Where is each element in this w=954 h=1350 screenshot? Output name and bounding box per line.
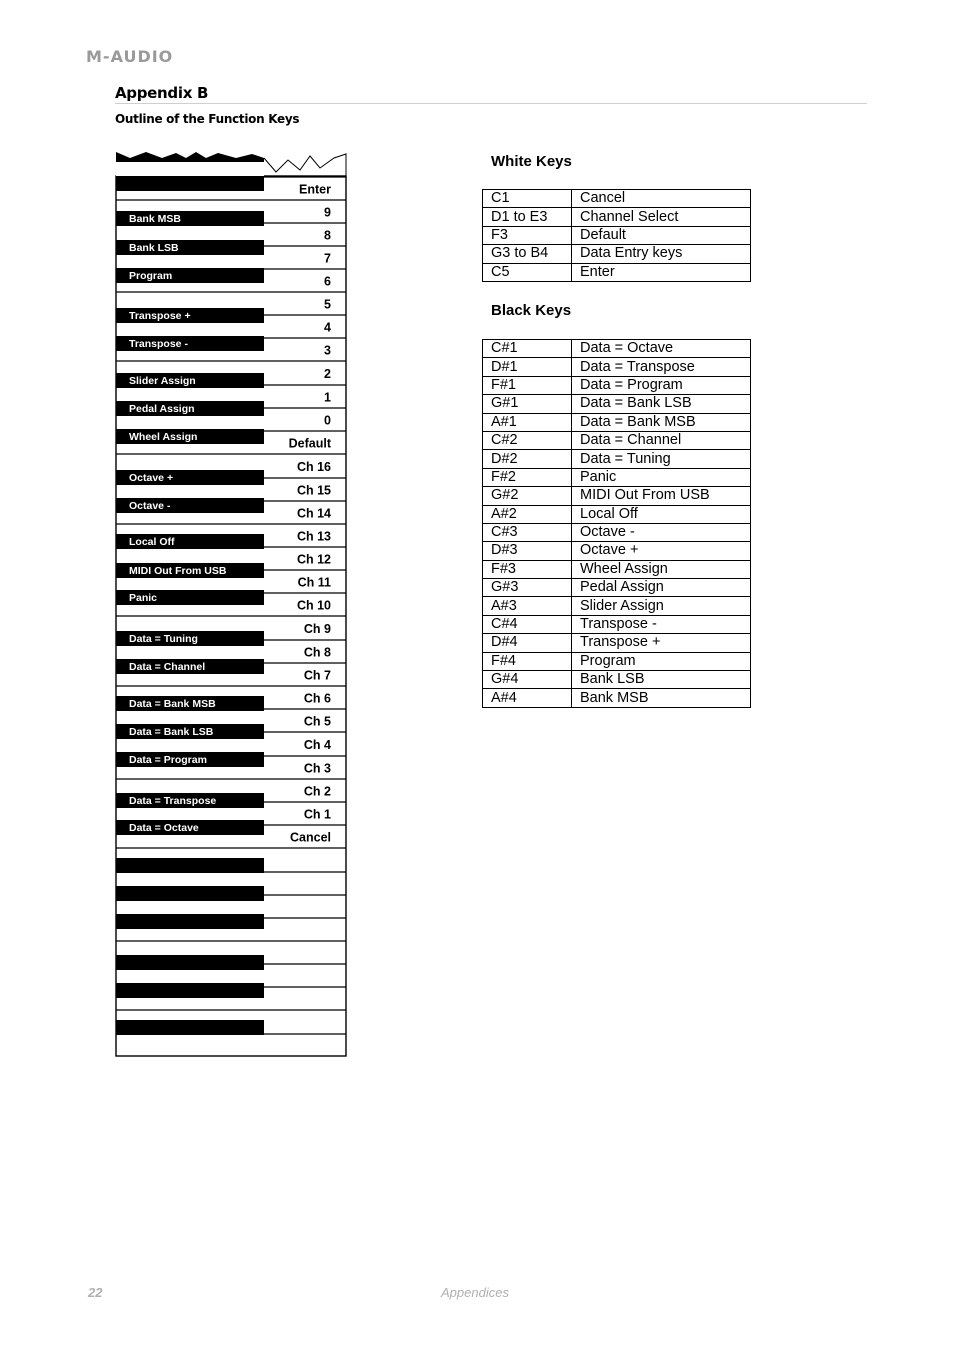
white-key-label: 1 [324,390,331,405]
white-key-label: Ch 9 [303,622,331,636]
black-key-label: Transpose + [129,310,191,322]
black-keys-key: G#2 [483,487,572,505]
white-keys-function: Enter [572,263,751,281]
black-key-label: Transpose - [129,338,188,350]
black-keys-key: D#3 [483,542,572,560]
black-key-label: Slider Assign [129,375,196,387]
black-keys-row [483,671,751,689]
black-key-label: Data = Octave [129,822,199,834]
black-keys-key: D#2 [483,450,572,468]
white-key-label: Ch 14 [296,506,331,521]
black-key-label: Octave + [129,472,174,484]
black-key-label: Local Off [129,536,175,548]
white-key-label: Ch 10 [296,598,331,613]
white-key-label: Ch 16 [296,460,331,474]
white-key-label: Ch 6 [303,691,331,706]
black-keys-function: Transpose + [572,634,751,652]
white-key-label: 6 [324,274,331,289]
black-keys-row [483,634,751,652]
black-keys-function: Octave - [572,523,751,541]
page-title: Appendix B [115,84,209,102]
black-keys-function: Program [572,652,751,670]
torn-edge-gap [116,162,264,176]
white-keys-row [483,190,751,208]
black-keys-row [483,523,751,541]
black-keys-row [483,395,751,413]
black-keys-row [483,358,751,376]
black-keys-row [483,615,751,633]
white-keys-heading: White Keys [491,153,572,170]
white-keys-function: Cancel [572,190,751,208]
black-keys-key: C#2 [483,431,572,449]
black-keys-row [483,560,751,578]
black-key-label: Data = Channel [129,661,206,673]
white-keys-row [483,208,751,226]
white-keys-key: G3 to B4 [483,245,572,263]
black-keys-row [483,542,751,560]
black-keys-function: Panic [572,468,751,486]
white-key-label: Ch 15 [296,483,331,498]
black-key-label: Bank MSB [129,213,181,225]
white-keys-row [483,226,751,244]
black-keys-key: G#3 [483,579,572,597]
white-key-label: Ch 1 [303,807,331,822]
black-keys-function: Data = Tuning [572,450,751,468]
black-keys-row [483,652,751,670]
black-keys-function: Octave + [572,542,751,560]
black-keys-function: Data = Octave [572,340,751,358]
black-key-label: Bank LSB [129,242,179,254]
white-key-label: 2 [324,367,331,381]
black-keys-row [483,505,751,523]
black-keys-key: G#1 [483,395,572,413]
black-key-label: Panic [129,592,158,604]
black-key [116,914,264,929]
black-keys-key: C#3 [483,523,572,541]
torn-edge-white [264,154,346,176]
black-key-label: Data = Bank MSB [129,698,216,710]
black-keys-key: A#4 [483,689,572,707]
white-key-label: Ch 13 [296,529,331,544]
black-keys-function: Data = Program [572,376,751,394]
white-key-label: Ch 8 [303,645,331,660]
white-keys-key: D1 to E3 [483,208,572,226]
black-keys-function: MIDI Out From USB [572,487,751,505]
black-keys-function: Local Off [572,505,751,523]
white-keys-function: Default [572,226,751,244]
white-key-label: Ch 3 [303,761,331,776]
black-keys-key: A#1 [483,413,572,431]
white-key-label: Ch 2 [303,784,331,799]
white-key-label: 3 [324,343,331,358]
black-key-label: MIDI Out From USB [129,565,227,577]
black-keys-row [483,597,751,615]
white-keys-table [482,189,751,282]
black-key [116,983,264,998]
white-keys-row [483,245,751,263]
black-keys-key: C#1 [483,340,572,358]
white-keys-key: C1 [483,190,572,208]
black-key [116,886,264,901]
black-key-label: Data = Tuning [129,633,198,645]
black-keys-function: Bank MSB [572,689,751,707]
black-key-label: Data = Transpose [129,795,217,807]
black-keys-function: Wheel Assign [572,560,751,578]
black-keys-row [483,689,751,707]
black-keys-function: Data = Channel [572,431,751,449]
black-keys-row [483,431,751,449]
white-key-label: 0 [324,413,331,428]
white-key-label: Ch 5 [303,714,331,729]
white-key-label: Ch 4 [303,738,331,752]
black-keys-key: F#4 [483,652,572,670]
black-keys-key: D#1 [483,358,572,376]
white-key-label: Ch 7 [303,668,331,683]
black-keys-function: Bank LSB [572,671,751,689]
black-key-label: Pedal Assign [129,403,195,415]
white-key-label: 8 [324,228,331,243]
black-key [116,858,264,873]
white-key-label: 4 [324,320,331,335]
white-key-label: Cancel [290,830,331,845]
white-keys-key: F3 [483,226,572,244]
black-keys-function: Data = Transpose [572,358,751,376]
black-keys-row [483,487,751,505]
black-key-label: Data = Bank LSB [129,726,214,738]
black-keys-function: Data = Bank LSB [572,395,751,413]
black-keys-row [483,340,751,358]
black-keys-key: G#4 [483,671,572,689]
black-keys-row [483,468,751,486]
footer-section: Appendices [441,1285,509,1300]
black-keys-key: F#3 [483,560,572,578]
black-keys-key: A#2 [483,505,572,523]
black-keys-key: F#1 [483,376,572,394]
black-key [116,955,264,970]
black-keys-function: Data = Bank MSB [572,413,751,431]
black-keys-row [483,413,751,431]
black-key-label: Wheel Assign [129,431,198,443]
white-key-label: Enter [299,182,331,197]
white-keys-key: C5 [483,263,572,281]
black-key [116,176,264,191]
white-key-label: 9 [324,205,331,220]
white-keys-function: Data Entry keys [572,245,751,263]
white-key-label: 7 [324,251,331,266]
black-keys-row [483,376,751,394]
white-key-label: Default [288,436,331,451]
black-keys-heading: Black Keys [491,302,572,319]
white-keys-row [483,263,751,281]
black-keys-function: Pedal Assign [572,579,751,597]
black-keys-key: C#4 [483,615,572,633]
white-key-label: 5 [324,297,331,312]
black-key-label: Data = Program [129,754,207,766]
page-subtitle: Outline of the Function Keys [115,112,300,126]
white-key-label: Ch 11 [297,575,331,590]
white-key-label: Ch 12 [296,552,331,567]
black-keys-key: D#4 [483,634,572,652]
black-keys-row [483,450,751,468]
page-number: 22 [88,1285,103,1300]
white-keys-function: Channel Select [572,208,751,226]
black-keys-key: F#2 [483,468,572,486]
brand-logo: M-AUDIO [86,47,174,66]
black-key-label: Program [129,270,173,282]
black-key [116,1020,264,1035]
black-keys-table [482,339,751,708]
black-keys-row [483,579,751,597]
black-keys-key: A#3 [483,597,572,615]
black-key-label: Octave - [129,500,171,512]
black-keys-function: Slider Assign [572,597,751,615]
torn-edge-black [116,152,264,162]
black-keys-function: Transpose - [572,615,751,633]
